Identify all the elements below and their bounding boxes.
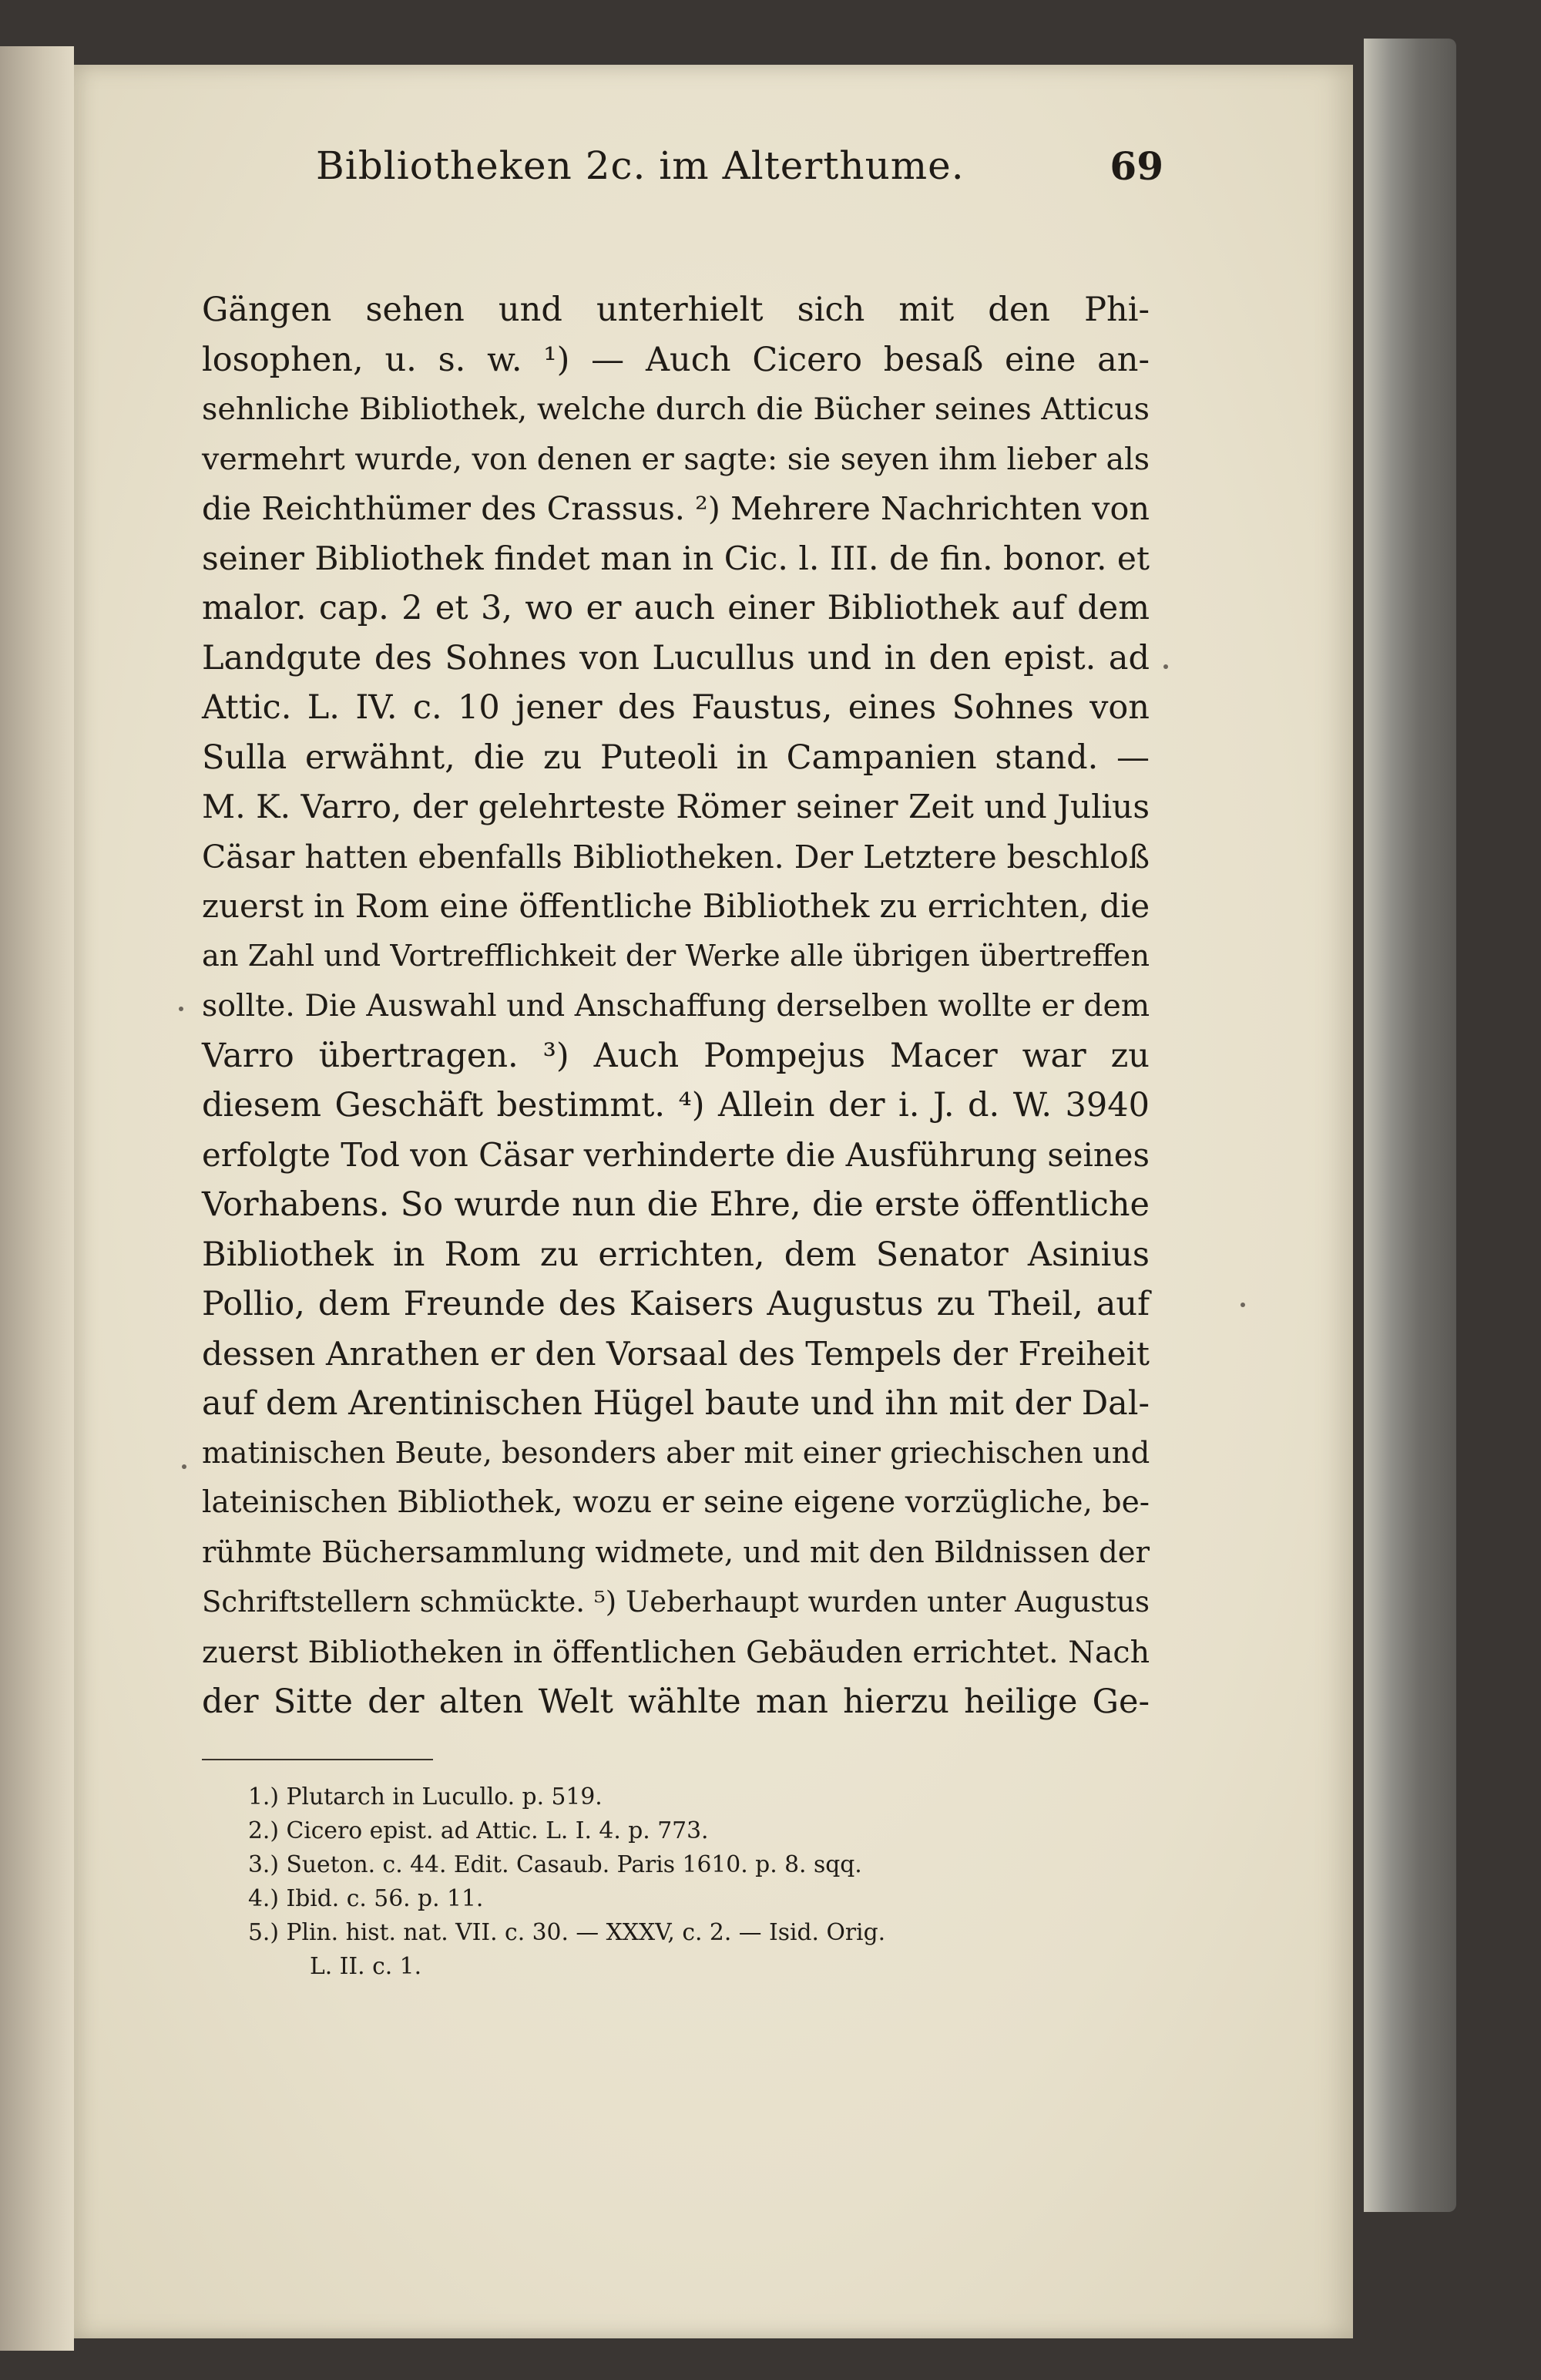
footnotes [248, 1780, 1211, 1984]
body-text [202, 285, 1150, 1727]
text-line: Vorhabens. So wurde nun die Ehre, die erste öffentliche [202, 1185, 1150, 1224]
text-line: erfolgte Tod von Cäsar verhinderte die Ausführung seines [202, 1135, 1150, 1174]
page-number: 69 [1110, 143, 1163, 189]
text-line: Sulla erwähnt, die zu Puteoli in Campanien stand. — [202, 738, 1150, 777]
footnote: 4.) Ibid. c. 56. p. 11. [248, 1885, 484, 1912]
footnote: 5.) Plin. hist. nat. VII. c. 30. — XXXV, c. 2. — Isid. Orig. [248, 1919, 886, 1946]
page-header [316, 143, 1163, 205]
pencil-mark [1241, 1303, 1245, 1307]
text-line: Gängen sehen und unterhielt sich mit den Phi- [202, 291, 1150, 329]
footnote-rule [202, 1759, 433, 1760]
text-line: rühmte Büchersammlung widmete, und mit den Bildnissen der [202, 1535, 1150, 1570]
text-line: auf dem Arentinischen Hügel baute und ihn mit der Dal- [202, 1384, 1150, 1423]
text-line: dessen Anrathen er den Vorsaal des Tempels der Freiheit [202, 1334, 1150, 1373]
footnote: 1.) Plutarch in Lucullo. p. 519. [248, 1783, 603, 1810]
text-line: M. K. Varro, der gelehrteste Römer seiner Zeit und Julius [202, 788, 1150, 825]
pencil-mark [179, 1007, 183, 1011]
text-line: zuerst in Rom eine öffentliche Bibliothek zu errichten, die [202, 887, 1150, 925]
text-line: Bibliothek in Rom zu errichten, dem Senator Asinius [202, 1235, 1150, 1274]
text-line: Schriftstellern schmückte. ⁵) Ueberhaupt wurden unter Augustus [202, 1585, 1150, 1619]
pencil-mark [182, 1464, 186, 1469]
pencil-mark [1163, 664, 1168, 669]
text-line: an Zahl und Vortrefflichkeit der Werke alle übrigen übertreffen [202, 938, 1150, 973]
footnote-continuation: L. II. c. 1. [310, 1953, 422, 1980]
text-line: sehnliche Bibliothek, welche durch die Bücher seines Atticus [202, 392, 1150, 427]
text-line: seiner Bibliothek findet man in Cic. l. III. de fin. bonor. et [202, 539, 1150, 577]
text-line: Landgute des Sohnes von Lucullus und in den epist. ad [202, 638, 1150, 677]
book-spine [1364, 39, 1456, 2212]
text-line: Varro übertragen. ³) Auch Pompejus Macer war zu [202, 1036, 1150, 1075]
text-line: Attic. L. IV. c. 10 jener des Faustus, eines Sohnes von [202, 688, 1150, 727]
text-line: die Reichthümer des Crassus. ²) Mehrere Nachrichten von [202, 490, 1150, 527]
text-line: malor. cap. 2 et 3, wo er auch einer Bibliothek auf dem [202, 589, 1150, 627]
text-line: losophen, u. s. w. ¹) — Auch Cicero besaß eine an- [202, 340, 1150, 379]
text-line: der Sitte der alten Welt wählte man hierzu heilige Ge- [202, 1682, 1150, 1721]
footnote: 2.) Cicero epist. ad Attic. L. I. 4. p. 773. [248, 1817, 709, 1844]
left-page-edge [0, 46, 74, 2351]
footnote: 3.) Sueton. c. 44. Edit. Casaub. Paris 1610. p. 8. sqq. [248, 1851, 862, 1878]
text-line: zuerst Bibliotheken in öffentlichen Gebäuden errichtet. Nach [202, 1634, 1150, 1670]
text-line: vermehrt wurde, von denen er sagte: sie seyen ihm lieber als [202, 441, 1150, 477]
text-line: Pollio, dem Freunde des Kaisers Augustus zu Theil, auf [202, 1285, 1150, 1323]
text-line: diesem Geschäft bestimmt. ⁴) Allein der i. J. d. W. 3940 [202, 1086, 1150, 1124]
text-line: matinischen Beute, besonders aber mit einer griechischen und [202, 1435, 1150, 1471]
running-head: Bibliotheken 2c. im Alterthume. [316, 143, 965, 188]
text-line: lateinischen Bibliothek, wozu er seine eigene vorzügliche, be- [202, 1485, 1150, 1520]
text-line: Cäsar hatten ebenfalls Bibliotheken. Der Letztere beschloß [202, 838, 1150, 876]
text-line: sollte. Die Auswahl und Anschaffung derselben wollte er dem [202, 988, 1150, 1024]
